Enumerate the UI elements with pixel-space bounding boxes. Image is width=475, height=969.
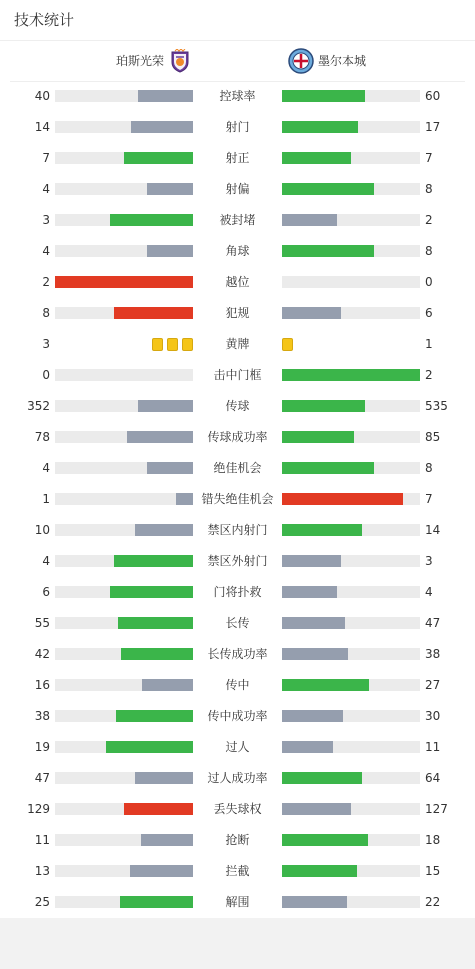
stat-row-fouls xyxy=(0,298,475,329)
home-bar-fill xyxy=(124,152,193,164)
home-bar-fill xyxy=(130,865,193,877)
away-bar-fill xyxy=(282,865,357,877)
stat-row-shots-inside-box xyxy=(0,515,475,546)
stat-row-possession-lost xyxy=(0,794,475,825)
home-value: 4 xyxy=(42,182,50,196)
home-bar-fill xyxy=(141,834,193,846)
away-team-name: 墨尔本城 xyxy=(318,54,367,68)
home-bar-track xyxy=(55,369,193,381)
away-bar-track xyxy=(282,524,420,536)
away-bar-track xyxy=(282,896,420,908)
away-bar-track xyxy=(282,834,420,846)
away-value: 64 xyxy=(425,771,441,785)
stat-row-big-chances xyxy=(0,453,475,484)
stat-label: 抢断 xyxy=(225,833,250,847)
away-bar-track xyxy=(282,493,420,505)
stat-row-shots-outside-box xyxy=(0,546,475,577)
away-value: 60 xyxy=(425,89,441,103)
away-value: 0 xyxy=(425,275,433,289)
away-value: 6 xyxy=(425,306,433,320)
stat-label: 拦截 xyxy=(225,864,250,878)
stat-label: 犯规 xyxy=(225,306,250,320)
home-bar-track xyxy=(55,183,193,195)
away-bar-fill xyxy=(282,586,337,598)
away-bar-track xyxy=(282,648,420,660)
away-value: 38 xyxy=(425,647,441,661)
away-bar-fill xyxy=(282,772,362,784)
stat-row-clearances xyxy=(0,887,475,918)
home-value: 2 xyxy=(42,275,50,289)
stat-row-shots-off-target xyxy=(0,174,475,205)
away-bar-track xyxy=(282,741,420,753)
away-bar-fill xyxy=(282,121,358,133)
away-bar-track xyxy=(282,245,420,257)
stat-row-cross-accuracy xyxy=(0,701,475,732)
stat-row-saves xyxy=(0,577,475,608)
home-bar-track xyxy=(55,803,193,815)
home-value: 1 xyxy=(42,492,50,506)
stat-row-pass-accuracy xyxy=(0,422,475,453)
away-value: 11 xyxy=(425,740,441,754)
home-bar-fill xyxy=(142,679,193,691)
yellow-card-icon xyxy=(282,338,293,351)
away-bar-track xyxy=(282,617,420,629)
stat-label: 越位 xyxy=(225,275,250,289)
away-bar-track xyxy=(282,121,420,133)
home-bar-fill xyxy=(147,245,193,257)
away-bar-track xyxy=(282,710,420,722)
home-bar-track xyxy=(55,245,193,257)
away-bar-track xyxy=(282,214,420,226)
home-bar-fill xyxy=(138,400,193,412)
home-value: 352 xyxy=(27,399,50,413)
stat-label: 错失绝佳机会 xyxy=(201,492,274,506)
home-yellow-cards xyxy=(152,338,193,351)
away-bar-fill xyxy=(282,679,369,691)
home-bar-fill xyxy=(118,617,193,629)
home-value: 6 xyxy=(42,585,50,599)
away-value: 14 xyxy=(425,523,441,537)
stat-label: 射偏 xyxy=(225,182,250,196)
away-value: 3 xyxy=(425,554,433,568)
stat-label: 禁区外射门 xyxy=(207,554,268,568)
home-bar-fill xyxy=(138,90,193,102)
stat-label: 丢失球权 xyxy=(213,802,262,816)
away-value: 8 xyxy=(425,461,433,475)
away-bar-track xyxy=(282,462,420,474)
stat-row-interceptions xyxy=(0,856,475,887)
page-title: 技术统计 xyxy=(14,11,75,29)
home-value: 78 xyxy=(34,430,50,444)
yellow-card-icon xyxy=(182,338,193,351)
away-value: 7 xyxy=(425,492,433,506)
home-bar-track xyxy=(55,431,193,443)
away-bar-fill xyxy=(282,617,345,629)
away-bar-track xyxy=(282,431,420,443)
home-bar-fill xyxy=(120,896,193,908)
away-team[interactable] xyxy=(288,48,366,74)
home-value: 3 xyxy=(42,213,50,227)
stat-label: 过人 xyxy=(225,740,250,754)
away-value: 85 xyxy=(425,430,441,444)
home-bar-fill xyxy=(124,803,193,815)
away-value: 7 xyxy=(425,151,433,165)
home-bar-track xyxy=(55,772,193,784)
home-bar-track xyxy=(55,400,193,412)
away-bar-fill xyxy=(282,834,368,846)
away-value: 535 xyxy=(425,399,448,413)
home-bar-fill xyxy=(110,214,193,226)
home-value: 4 xyxy=(42,244,50,258)
home-value: 7 xyxy=(42,151,50,165)
home-bar-track xyxy=(55,710,193,722)
home-bar-fill xyxy=(127,431,193,443)
stat-row-offsides xyxy=(0,267,475,298)
stat-label: 禁区内射门 xyxy=(207,523,268,537)
away-bar-fill xyxy=(282,648,348,660)
home-value: 11 xyxy=(34,833,50,847)
home-bar-fill xyxy=(110,586,193,598)
stat-row-yellow-cards xyxy=(0,329,475,360)
away-bar-fill xyxy=(282,555,341,567)
away-bar-fill xyxy=(282,524,362,536)
away-bar-fill xyxy=(282,369,420,381)
home-value: 16 xyxy=(34,678,50,692)
home-bar-track xyxy=(55,617,193,629)
home-value: 19 xyxy=(34,740,50,754)
away-value: 47 xyxy=(425,616,441,630)
stat-label: 传中 xyxy=(225,678,250,692)
away-bar-track xyxy=(282,183,420,195)
away-value: 1 xyxy=(425,337,433,351)
away-value: 8 xyxy=(425,244,433,258)
stat-label: 控球率 xyxy=(219,89,256,103)
away-bar-fill xyxy=(282,183,374,195)
away-bar-track xyxy=(282,586,420,598)
away-value: 2 xyxy=(425,368,433,382)
stat-row-crosses xyxy=(0,670,475,701)
home-bar-track xyxy=(55,896,193,908)
away-bar-track xyxy=(282,772,420,784)
home-bar-track xyxy=(55,493,193,505)
stats-list xyxy=(0,81,475,918)
stat-label: 角球 xyxy=(225,244,250,258)
stat-label: 被封堵 xyxy=(219,213,256,227)
away-value: 30 xyxy=(425,709,441,723)
home-bar-fill xyxy=(121,648,193,660)
away-bar-fill xyxy=(282,493,403,505)
away-bar-track xyxy=(282,307,420,319)
stat-row-tackles xyxy=(0,825,475,856)
home-bar-track xyxy=(55,121,193,133)
away-bar-fill xyxy=(282,710,343,722)
home-value: 14 xyxy=(34,120,50,134)
away-value: 8 xyxy=(425,182,433,196)
perth-glory-logo-icon xyxy=(170,49,190,73)
home-value: 4 xyxy=(42,554,50,568)
away-yellow-cards xyxy=(282,338,293,351)
home-bar-fill xyxy=(135,772,193,784)
away-value: 127 xyxy=(425,802,448,816)
away-bar-track xyxy=(282,369,420,381)
stat-row-long-ball-accuracy xyxy=(0,639,475,670)
home-bar-track xyxy=(55,152,193,164)
home-bar-track xyxy=(55,214,193,226)
stat-label: 黄牌 xyxy=(225,337,250,351)
stat-label: 长传 xyxy=(225,616,250,630)
away-bar-fill xyxy=(282,741,333,753)
away-bar-fill xyxy=(282,90,365,102)
away-bar-track xyxy=(282,865,420,877)
away-bar-fill xyxy=(282,245,374,257)
home-value: 47 xyxy=(34,771,50,785)
stat-row-passes xyxy=(0,391,475,422)
home-value: 4 xyxy=(42,461,50,475)
home-value: 55 xyxy=(34,616,50,630)
home-value: 40 xyxy=(34,89,50,103)
away-value: 27 xyxy=(425,678,441,692)
stat-label: 门将扑救 xyxy=(213,585,262,599)
away-value: 15 xyxy=(425,864,441,878)
away-bar-fill xyxy=(282,896,347,908)
stat-label: 过人成功率 xyxy=(207,771,268,785)
stat-row-blocked-shots xyxy=(0,205,475,236)
stat-row-shots xyxy=(0,112,475,143)
home-bar-fill xyxy=(116,710,193,722)
away-bar-fill xyxy=(282,803,351,815)
home-value: 13 xyxy=(34,864,50,878)
home-value: 0 xyxy=(42,368,50,382)
away-bar-track xyxy=(282,276,420,288)
home-bar-track xyxy=(55,834,193,846)
away-value: 18 xyxy=(425,833,441,847)
home-bar-track xyxy=(55,307,193,319)
home-value: 38 xyxy=(34,709,50,723)
home-bar-track xyxy=(55,276,193,288)
away-bar-fill xyxy=(282,214,337,226)
away-bar-fill xyxy=(282,307,341,319)
title-divider xyxy=(0,40,475,41)
home-team[interactable] xyxy=(116,48,190,74)
home-bar-track xyxy=(55,555,193,567)
stat-label: 射正 xyxy=(225,151,250,165)
home-bar-fill xyxy=(147,183,193,195)
home-bar-fill xyxy=(55,276,193,288)
away-bar-fill xyxy=(282,431,354,443)
away-value: 22 xyxy=(425,895,441,909)
home-bar-track xyxy=(55,648,193,660)
away-bar-fill xyxy=(282,462,374,474)
home-bar-fill xyxy=(176,493,193,505)
stat-row-possession xyxy=(0,81,475,112)
home-bar-track xyxy=(55,586,193,598)
away-bar-track xyxy=(282,803,420,815)
away-value: 2 xyxy=(425,213,433,227)
home-value: 10 xyxy=(34,523,50,537)
yellow-card-icon xyxy=(167,338,178,351)
stat-label: 绝佳机会 xyxy=(213,461,262,475)
home-bar-fill xyxy=(106,741,193,753)
stat-row-dribbles xyxy=(0,732,475,763)
away-bar-track xyxy=(282,400,420,412)
home-value: 8 xyxy=(42,306,50,320)
away-bar-fill xyxy=(282,152,351,164)
home-bar-fill xyxy=(114,307,193,319)
stat-label: 解围 xyxy=(225,895,250,909)
home-value: 42 xyxy=(34,647,50,661)
home-team-name: 珀斯光荣 xyxy=(116,54,165,68)
stat-label: 长传成功率 xyxy=(207,647,268,661)
stat-label: 传中成功率 xyxy=(207,709,268,723)
home-value: 3 xyxy=(42,337,50,351)
stat-label: 击中门框 xyxy=(213,368,262,382)
away-bar-fill xyxy=(282,400,365,412)
melbourne-city-logo-icon xyxy=(288,48,314,74)
home-bar-track xyxy=(55,462,193,474)
home-value: 129 xyxy=(27,802,50,816)
stat-row-long-balls xyxy=(0,608,475,639)
yellow-card-icon xyxy=(152,338,163,351)
home-bar-fill xyxy=(147,462,193,474)
away-bar-track xyxy=(282,90,420,102)
home-bar-track xyxy=(55,90,193,102)
home-value: 25 xyxy=(34,895,50,909)
home-bar-track xyxy=(55,679,193,691)
away-value: 17 xyxy=(425,120,441,134)
home-bar-track xyxy=(55,865,193,877)
away-bar-track xyxy=(282,152,420,164)
home-bar-fill xyxy=(135,524,193,536)
home-bar-track xyxy=(55,741,193,753)
stat-label: 传球 xyxy=(225,399,250,413)
stat-row-dribble-success xyxy=(0,763,475,794)
home-bar-fill xyxy=(114,555,193,567)
stat-row-big-chances-missed xyxy=(0,484,475,515)
stat-label: 传球成功率 xyxy=(207,430,268,444)
stat-row-woodwork xyxy=(0,360,475,391)
away-bar-track xyxy=(282,679,420,691)
home-bar-track xyxy=(55,524,193,536)
stat-row-shots-on-target xyxy=(0,143,475,174)
home-bar-fill xyxy=(131,121,193,133)
stat-row-corners xyxy=(0,236,475,267)
stat-label: 射门 xyxy=(225,120,250,134)
away-bar-track xyxy=(282,555,420,567)
away-value: 4 xyxy=(425,585,433,599)
